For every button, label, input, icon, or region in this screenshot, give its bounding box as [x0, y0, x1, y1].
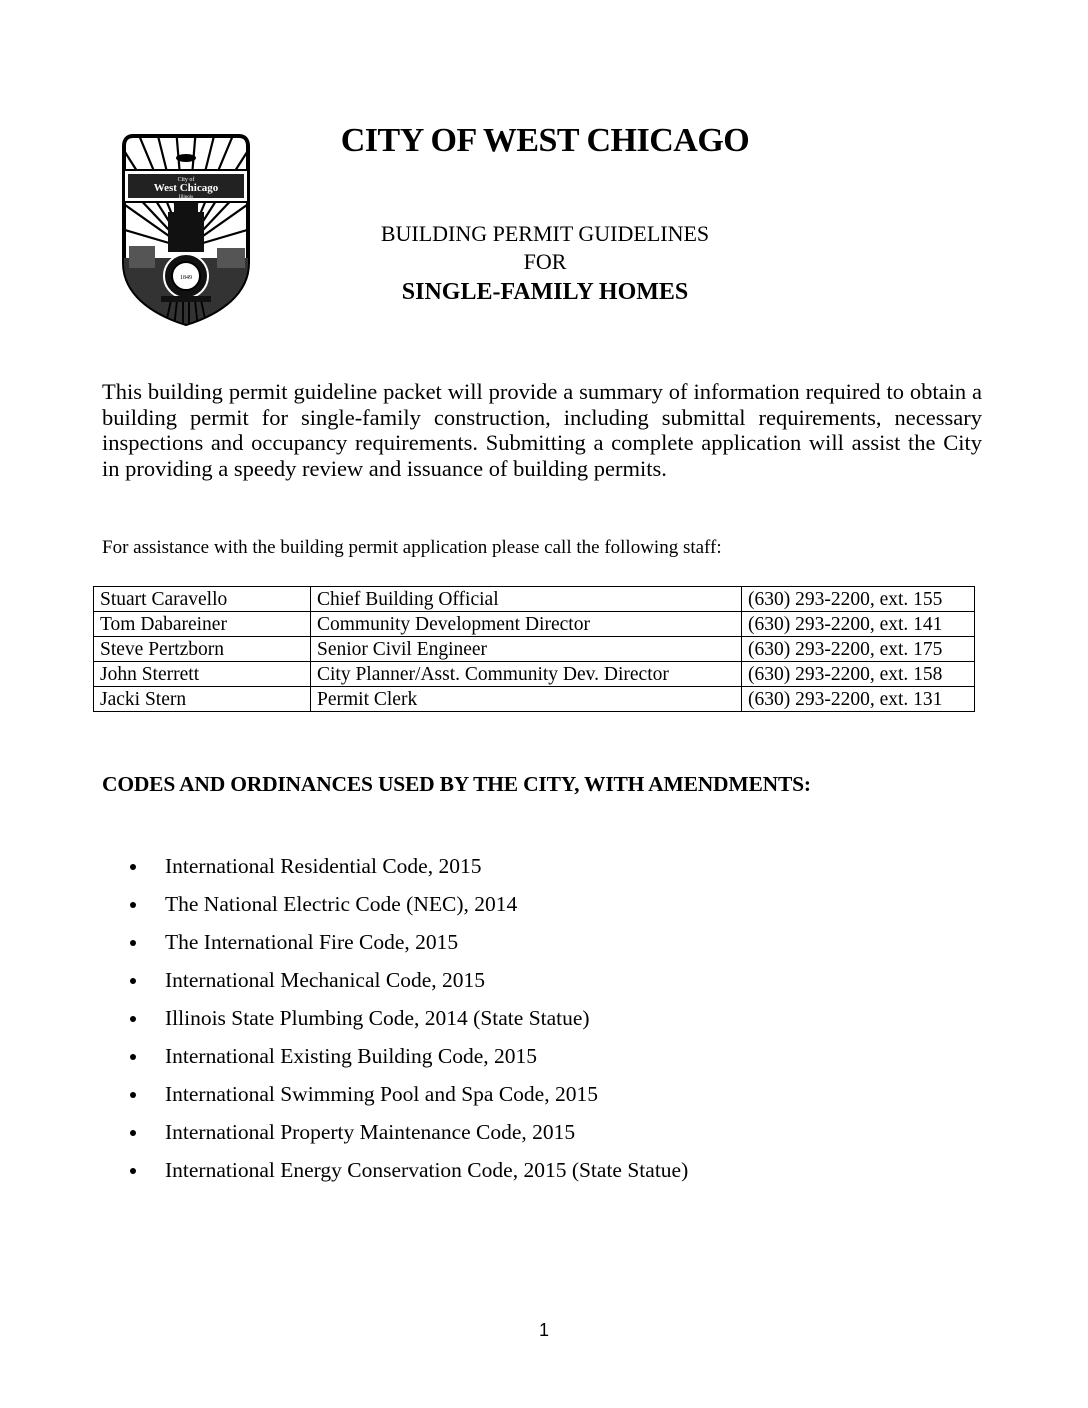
code-name: International Swimming Pool and Spa Code, 2015	[165, 1082, 598, 1106]
list-item	[128, 930, 688, 968]
codes-heading: CODES AND ORDINANCES USED BY THE CITY, WITH AMENDMENTS:	[102, 772, 811, 796]
bullet-icon	[130, 1054, 136, 1060]
list-item	[128, 1082, 688, 1120]
staff-phone: (630) 293-2200, ext. 131	[742, 687, 975, 712]
staff-phone: (630) 293-2200, ext. 155	[742, 587, 975, 612]
subtitle-line-1: BUILDING PERMIT GUIDELINES	[380, 221, 710, 246]
staff-title: City Planner/Asst. Community Dev. Director	[311, 662, 742, 687]
logo-name-text: West Chicago	[153, 182, 219, 194]
list-item	[128, 1006, 688, 1044]
bullet-icon	[130, 1092, 136, 1098]
staff-phone: (630) 293-2200, ext. 141	[742, 612, 975, 637]
table-row	[94, 662, 975, 687]
code-name: The National Electric Code (NEC), 2014	[165, 892, 518, 916]
logo-year-text: 1849	[180, 275, 192, 281]
city-seal-logo	[121, 128, 251, 328]
subtitle-line-2: FOR	[523, 249, 567, 274]
bullet-icon	[130, 940, 136, 946]
list-item	[128, 1120, 688, 1158]
staff-name: Tom Dabareiner	[94, 612, 311, 637]
staff-title: Senior Civil Engineer	[311, 637, 742, 662]
logo-top-text: City of	[177, 177, 195, 183]
list-item	[128, 854, 688, 892]
assistance-text: For assistance with the building permit application please call the following staff:	[102, 537, 722, 558]
staff-title: Permit Clerk	[311, 687, 742, 712]
list-item	[128, 1158, 688, 1196]
table-row	[94, 687, 975, 712]
code-name: The International Fire Code, 2015	[165, 930, 459, 954]
staff-title: Community Development Director	[311, 612, 742, 637]
page-number: 1	[538, 1320, 549, 1340]
table-row	[94, 587, 975, 612]
list-item	[128, 892, 688, 930]
list-item	[128, 968, 688, 1006]
bullet-icon	[130, 1016, 136, 1022]
code-name: International Mechanical Code, 2015	[165, 968, 486, 992]
bullet-icon	[130, 1130, 136, 1136]
code-name: Illinois State Plumbing Code, 2014 (State Statue)	[165, 1006, 590, 1030]
bullet-icon	[130, 978, 136, 984]
table-row	[94, 637, 975, 662]
staff-phone: (630) 293-2200, ext. 175	[742, 637, 975, 662]
intro-paragraph: This building permit guideline packet will provide a summary of information required to obtain a building permit for single-family construction, including submittal requirements, necessary inspections and occupancy requirements. Submitting a complete application will assist the City in providing a speedy review and issuance of building permits.	[102, 379, 982, 481]
staff-name: John Sterrett	[94, 662, 311, 687]
table-row	[94, 612, 975, 637]
subtitle-line-3: SINGLE-FAMILY HOMES	[401, 279, 689, 305]
codes-list	[128, 854, 688, 1196]
staff-name: Stuart Caravello	[94, 587, 311, 612]
staff-name: Steve Pertzborn	[94, 637, 311, 662]
list-item	[128, 1044, 688, 1082]
bullet-icon	[130, 1168, 136, 1174]
page-title: CITY OF WEST CHICAGO	[340, 122, 750, 159]
staff-name: Jacki Stern	[94, 687, 311, 712]
staff-contact-table	[93, 586, 975, 712]
bullet-icon	[130, 864, 136, 870]
logo-state-text: Illinois	[178, 195, 194, 200]
staff-phone: (630) 293-2200, ext. 158	[742, 662, 975, 687]
code-name: International Property Maintenance Code, 2015	[165, 1120, 576, 1144]
bullet-icon	[130, 902, 136, 908]
code-name: International Energy Conservation Code, 2015 (State Statue)	[165, 1158, 689, 1182]
code-name: International Residential Code, 2015	[165, 854, 482, 878]
code-name: International Existing Building Code, 2015	[165, 1044, 538, 1068]
staff-title: Chief Building Official	[311, 587, 742, 612]
